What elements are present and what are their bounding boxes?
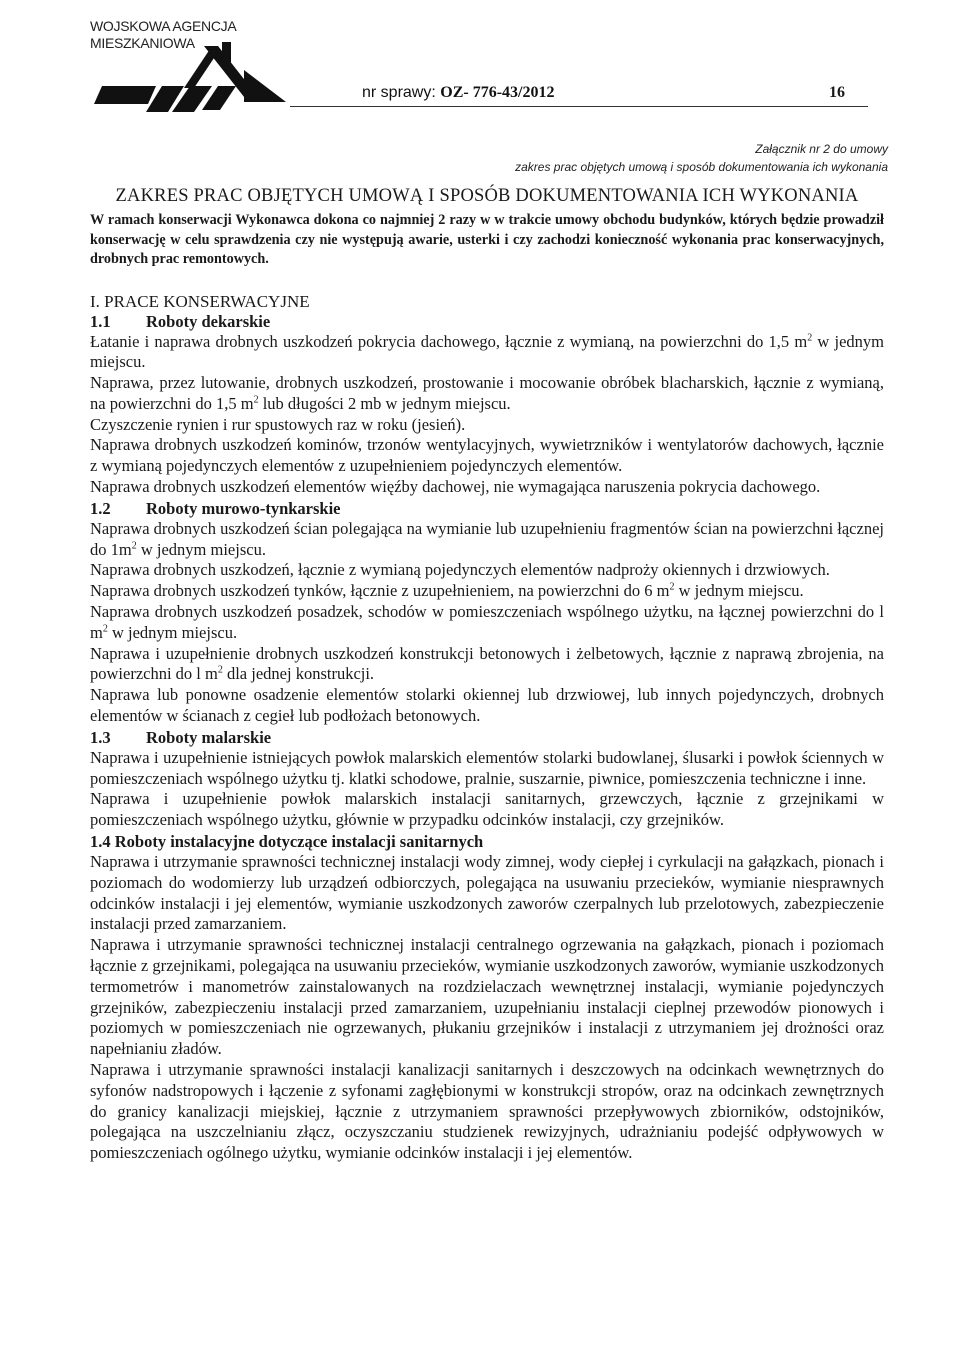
intro-paragraph: W ramach konserwacji Wykonawca dokona co najmniej 2 razy w w trakcie umowy obchodu budynków, których będzie prowadził konserwację w celu sprawdzenia czy nie występują awarie, usterki i czy zachodzi konieczność wykonania prac konserwacyjnych, drobnych prac remontowych. bbox=[90, 212, 884, 267]
list-item: Naprawa i uzupełnienie istniejących powłok malarskich elementów stolarki budowlanej, ślusarki i powłok ściennych w pomieszczeniach wspólnego użytku tj. klatki schodowe, pralnie, suszarnie, piwnice, pomieszczenia techniczne i inne. bbox=[90, 747, 884, 788]
agency-name-line2: MIESZKANIOWA bbox=[90, 35, 195, 51]
case-number bbox=[362, 84, 554, 102]
case-number-value: OZ- 776-43/2012 bbox=[440, 84, 555, 101]
subsection-number: 1.1 bbox=[90, 311, 111, 331]
subsection-number: 1.2 bbox=[90, 498, 111, 518]
agency-name-line1: WOJSKOWA AGENCJA bbox=[90, 18, 237, 34]
list-item: Naprawa i uzupełnienie powłok malarskich instalacji sanitarnych, grzewczych, łącznie z grzejnikami w pomieszczeniach wspólnego użytku, głównie w przypadku odcinków instalacji, czy grzejników. bbox=[90, 789, 884, 830]
case-number-label: nr sprawy: bbox=[362, 84, 441, 101]
document-title: ZAKRES PRAC OBJĘTYCH UMOWĄ I SPOSÓB DOKUMENTOWANIA ICH WYKONANIA bbox=[115, 186, 859, 206]
subsection-title: Roboty dekarskie bbox=[146, 311, 271, 331]
subsection-title: Roboty murowo-tynkarskie bbox=[146, 498, 341, 518]
attachment-line2: zakres prac objętych umową i sposób dokumentowania ich wykonania bbox=[515, 160, 888, 174]
list-item: Naprawa drobnych uszkodzeń kominów, trzonów wentylacyjnych, wywietrzników i wentylatorów dachowych, łącznie z wymianą pojedynczych elementów z uzupełnieniem pojedynczych elementów. bbox=[90, 435, 884, 476]
attachment-note bbox=[515, 140, 888, 176]
list-item: Naprawa drobnych uszkodzeń, łącznie z wymianą pojedynczych elementów nadproży okiennych i drzwiowych. bbox=[90, 560, 830, 580]
document-body bbox=[90, 185, 884, 1164]
list-item: Naprawa drobnych uszkodzeń elementów więźby dachowej, nie wymagająca naruszenia pokrycia dachowego. bbox=[90, 477, 821, 497]
list-item: Naprawa lub ponowne osadzenie elementów stolarki okiennej lub drzwiowej, lub innych pojedynczych, drobnych elementów w ścianach z cegieł lub podłożach betonowych. bbox=[90, 685, 884, 726]
list-item: Czyszczenie rynien i rur spustowych raz w roku (jesień). bbox=[90, 414, 466, 434]
list-item: Naprawa drobnych uszkodzeń tynków, łącznie z uzupełnieniem, na powierzchni do 6 $m^2$ w jednym miejscu. bbox=[90, 581, 804, 601]
page-header bbox=[86, 14, 868, 106]
agency-logo-icon bbox=[86, 32, 286, 112]
list-item: Naprawa drobnych uszkodzeń posadzek, schodów w pomieszczeniach wspólnego użytku, na łącznej powierzchni do l $m^2$ w jednym miejscu. bbox=[90, 602, 884, 642]
subsection-heading-plumbing: 1.4 Roboty instalacyjne dotyczące instalacji sanitarnych bbox=[90, 832, 484, 852]
list-item: Naprawa, przez lutowanie, drobnych uszkodzeń, prostowanie i mocowanie obróbek blacharskich, łącznie z wymianą, na powierzchni do 1,5 $m^2$ lub długości 2 mb w jednym miejscu. bbox=[90, 373, 884, 413]
attachment-line1: Załącznik nr 2 do umowy bbox=[755, 142, 888, 156]
list-item: Naprawa i utrzymanie sprawności instalacji kanalizacji sanitarnych i deszczowych na odcinkach wewnętrznych do syfonów nadstropowych i łączenie z syfonami zagłębionymi w konstrukcji stropów, oraz na odcinkach zewnętrznych do granicy kanalizacji miejskiej, łącznie z utrzymaniem sprawności przepływowych zbiorników, odstojników, polegająca na uszczelnianiu złącz, oczyszczaniu studzienek rewizyjnych, udrażnianiu podejść odpływowych w pomieszczeniach ogólnego użytku, wymianie odcinków instalacji i jej elementów. bbox=[90, 1060, 884, 1163]
subsection-heading-roofing bbox=[90, 311, 884, 332]
list-item: Naprawa drobnych uszkodzeń ścian polegająca na wymianie lub uzupełnieniu fragmentów ścian na powierzchni łącznej do $1m^2$ w jednym miejscu. bbox=[90, 518, 884, 559]
list-item: Łatanie i naprawa drobnych uszkodzeń pokrycia dachowego, łącznie z wymianą, na powierzchni do 1,5 $m^2$ w jednym miejscu. bbox=[90, 331, 884, 372]
page-number: 16 bbox=[829, 84, 845, 101]
list-item: Naprawa i utrzymanie sprawności technicznej instalacji wody zimnej, wody ciepłej i cyrkulacji na gałązkach, pionach i poziomach do wodomierzy lub urządzeń odbiorczych, polegająca na usuwaniu przecieków, wymianie niesprawnych odcinków instalacji i jej elementów, wymianie uszkodzonych zaworów czerpalnych lub przelotowych, zabezpieczenie instalacji przed zamarzaniem. bbox=[90, 852, 884, 934]
subsection-title: Roboty malarskie bbox=[146, 727, 272, 747]
subsection-number: 1.3 bbox=[90, 727, 111, 747]
subsection-heading-painting bbox=[90, 727, 884, 748]
section-heading: I. PRACE KONSERWACYJNE bbox=[90, 291, 310, 311]
header-divider bbox=[290, 106, 868, 107]
list-item: Naprawa i uzupełnienie drobnych uszkodzeń konstrukcji betonowych i żelbetowych, łącznie z naprawą zbrojenia, na powierzchni do l $m^2$ dla jednej konstrukcji. bbox=[90, 643, 884, 684]
subsection-heading-masonry bbox=[90, 498, 884, 519]
list-item: Naprawa i utrzymanie sprawności technicznej instalacji centralnego ogrzewania na gałązkach, pionach i poziomach łącznie z grzejnikami, polegająca na usuwaniu przecieków, wymianie uszkodzonych zaworów, wymianie uszkodzonych termometrów i manometrów zainstalowanych na rozdzielaczach wewnętrznej instalacji, wymianie pojedynczych grzejników, zabezpieczeniu instalacji przed zamarzaniem, uzupełnianiu instalacji cieplnej przewodów pionowych i poziomych w pomieszczeniach nie ogrzewanych, płukaniu grzejników i instalacji z utrzymaniem jej drożności oraz napełnianiu zładów. bbox=[90, 935, 884, 1059]
